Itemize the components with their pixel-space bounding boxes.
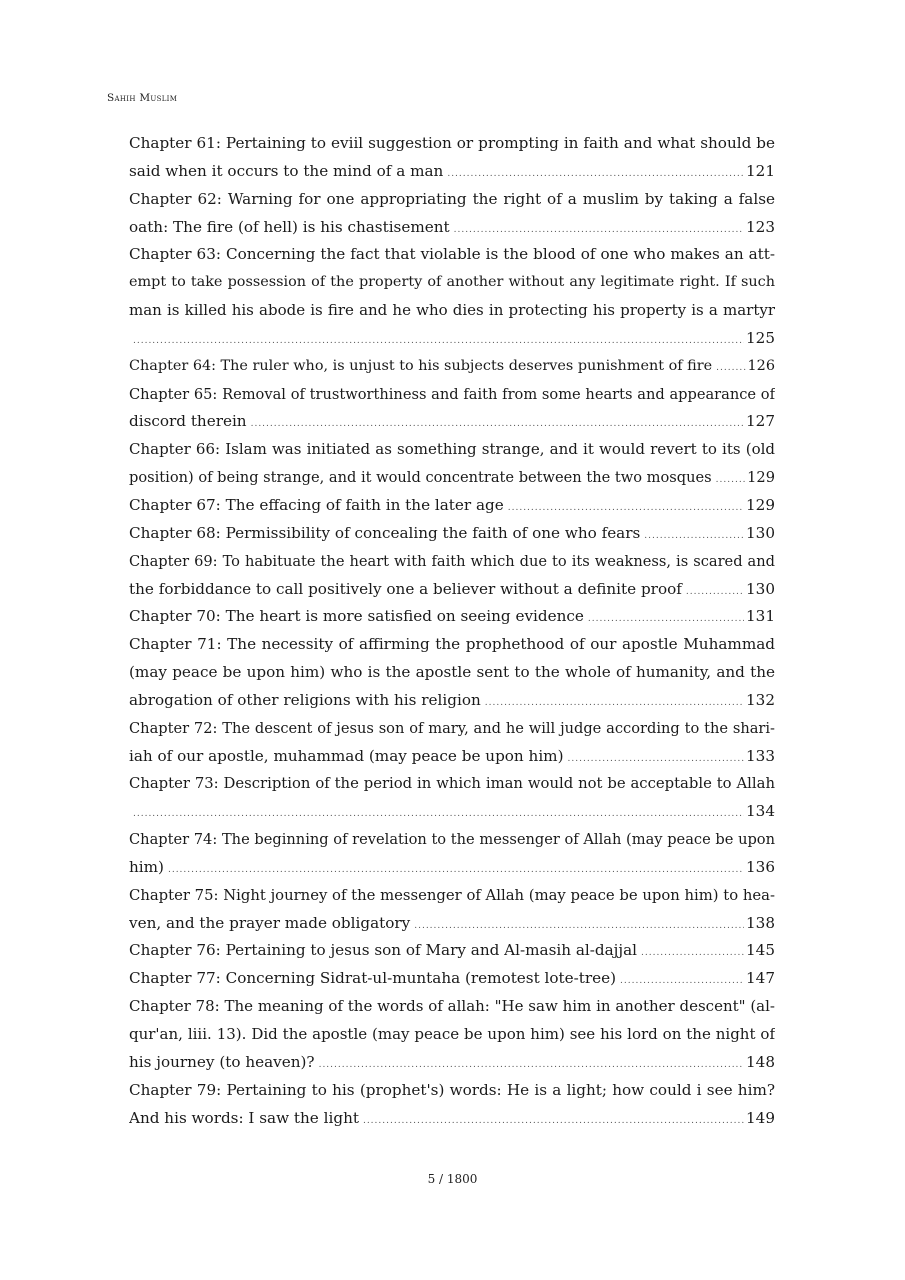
toc-line xyxy=(129,214,775,242)
toc-line xyxy=(129,743,775,771)
toc-page-number: 138 xyxy=(746,913,775,932)
dot-leader xyxy=(133,328,744,353)
dot-leader xyxy=(508,495,744,520)
toc-line xyxy=(129,854,775,882)
toc-page-number: 121 xyxy=(746,161,775,180)
dot-leader xyxy=(251,411,744,436)
toc-line xyxy=(129,631,775,659)
toc-line xyxy=(129,548,775,576)
toc-page-number: 127 xyxy=(746,412,775,431)
toc-page-number: 129 xyxy=(746,495,775,514)
toc-line xyxy=(129,603,775,631)
toc-line xyxy=(129,436,775,464)
toc-line xyxy=(129,659,775,687)
toc-line-text: Chapter 76: Pertaining to jesus son of Mary and Al-masih al-dajjal xyxy=(129,941,637,960)
toc-line-text: Chapter 69: To habituate the heart with faith which due to its weakness, is scared and xyxy=(129,552,775,570)
toc-line-text: the forbiddance to call positively one a believer without a definite proof xyxy=(129,579,682,598)
toc-page-number: 133 xyxy=(746,746,775,765)
toc-line-text: Chapter 77: Concerning Sidrat-ul-muntaha (remotest lote-tree) xyxy=(129,969,617,988)
toc-line xyxy=(129,576,775,604)
dot-leader xyxy=(447,161,744,186)
running-header: Sahih Muslim xyxy=(107,92,178,104)
toc-line-text: Chapter 61: Pertaining to eviil suggestion or prompting in faith and what should be xyxy=(129,134,775,152)
dot-leader xyxy=(485,690,744,715)
toc-line-text: Chapter 74: The beginning of revelation to the messenger of Allah (may peace be upon xyxy=(129,831,775,849)
dot-leader xyxy=(686,579,744,604)
dot-leader xyxy=(568,746,744,771)
table-of-contents xyxy=(129,130,775,1132)
toc-line-text: Chapter 64: The ruler who, is unjust to his subjects deserves punishment of fire xyxy=(129,357,713,374)
toc-line-text: Chapter 73: Description of the period in which iman would not be acceptable to Allah xyxy=(129,775,775,793)
toc-line xyxy=(129,993,775,1021)
toc-line-text: (may peace be upon him) who is the apostle sent to the whole of humanity, and the xyxy=(129,663,775,682)
dot-leader xyxy=(716,355,745,381)
toc-line-text: qur'an, liii. 13). Did the apostle (may peace be upon him) see his lord on the night of xyxy=(129,1025,775,1043)
dot-leader xyxy=(716,467,745,492)
toc-page-number: 149 xyxy=(746,1108,775,1127)
toc-line-text: Chapter 75: Night journey of the messenger of Allah (may peace be upon him) to hea- xyxy=(129,886,775,904)
toc-line-text: his journey (to heaven)? xyxy=(129,1052,315,1071)
dot-leader xyxy=(319,1052,744,1077)
toc-line-text: position) of being strange, and it would concentrate between the two mosques xyxy=(129,469,712,487)
toc-line-text: him) xyxy=(129,857,164,876)
toc-line-text: abrogation of other religions with his religion xyxy=(129,690,481,709)
toc-line xyxy=(129,297,775,325)
toc-line xyxy=(129,882,775,910)
toc-line-text: ven, and the prayer made obligatory xyxy=(129,913,411,932)
toc-line xyxy=(129,464,775,492)
toc-line xyxy=(129,241,775,269)
toc-line-text: And his words: I saw the light xyxy=(129,1108,359,1127)
toc-line-text: oath: The fire (of hell) is his chastisement xyxy=(129,217,450,236)
toc-page-number: 134 xyxy=(746,802,775,821)
toc-page-number: 125 xyxy=(746,328,775,347)
dot-leader xyxy=(414,913,744,938)
toc-line xyxy=(129,353,775,381)
toc-line xyxy=(129,186,775,214)
toc-page-number: 147 xyxy=(746,969,775,988)
toc-page-number: 129 xyxy=(747,469,775,487)
dot-leader xyxy=(363,1108,744,1133)
toc-line-text: discord therein xyxy=(129,412,247,431)
page-number: 5 / 1800 xyxy=(427,1172,478,1186)
toc-line xyxy=(129,269,775,297)
dot-leader xyxy=(588,606,744,631)
toc-line xyxy=(129,520,775,548)
toc-line xyxy=(129,937,775,965)
toc-page-number: 136 xyxy=(746,857,775,876)
toc-page-number: 132 xyxy=(746,690,775,709)
toc-line-text: Chapter 68: Permissibility of concealing the faith of one who fears xyxy=(129,523,641,542)
toc-line-text: said when it occurs to the mind of a man xyxy=(129,161,444,180)
toc-line-text: iah of our apostle, muhammad (may peace be upon him) xyxy=(129,746,564,765)
toc-line-text: Chapter 66: Islam was initiated as something strange, and it would revert to its (old xyxy=(129,440,775,459)
toc-page-number: 126 xyxy=(747,357,775,374)
toc-line-text: empt to take possession of the property of another without any legitimate right. If such xyxy=(129,274,775,291)
dot-leader xyxy=(454,217,744,242)
toc-line xyxy=(129,687,775,715)
toc-line-text: Chapter 72: The descent of jesus son of mary, and he will judge according to the shari- xyxy=(129,719,775,737)
toc-line xyxy=(129,770,775,798)
toc-line xyxy=(129,492,775,520)
toc-page-number: 130 xyxy=(746,523,775,542)
dot-leader xyxy=(168,857,744,882)
toc-line xyxy=(129,325,775,353)
toc-line xyxy=(129,1077,775,1105)
toc-line xyxy=(129,826,775,854)
toc-line xyxy=(129,130,775,158)
toc-line-text: Chapter 67: The effacing of faith in the later age xyxy=(129,495,504,514)
toc-line xyxy=(129,965,775,993)
dot-leader xyxy=(620,968,744,993)
toc-line xyxy=(129,408,775,436)
toc-page-number: 145 xyxy=(746,941,775,960)
toc-line-text: Chapter 65: Removal of trustworthiness and faith from some hearts and appearance of xyxy=(129,385,775,403)
toc-line-text: Chapter 71: The necessity of affirming the prophethood of our apostle Muhammad xyxy=(129,635,775,654)
toc-line xyxy=(129,1049,775,1077)
toc-line xyxy=(129,1105,775,1133)
toc-line xyxy=(129,715,775,743)
toc-line-text: Chapter 63: Concerning the fact that violable is the blood of one who makes an att- xyxy=(129,245,775,264)
toc-page-number: 131 xyxy=(746,607,775,626)
toc-line-text: Chapter 62: Warning for one appropriating the right of a muslim by taking a false xyxy=(129,189,775,208)
toc-line xyxy=(129,798,775,826)
toc-page-number: 130 xyxy=(746,579,775,598)
toc-line xyxy=(129,158,775,186)
toc-line-text: man is killed his abode is fire and he who dies in protecting his property is a martyr xyxy=(129,301,775,320)
toc-line-text: Chapter 70: The heart is more satisfied on seeing evidence xyxy=(129,607,584,626)
toc-line xyxy=(129,381,775,409)
toc-line-text: Chapter 78: The meaning of the words of allah: "He saw him in another descent" (al- xyxy=(129,997,775,1016)
dot-leader xyxy=(133,801,744,826)
toc-line-text: Chapter 79: Pertaining to his (prophet's) words: He is a light; how could i see him? xyxy=(129,1080,775,1099)
toc-line xyxy=(129,910,775,938)
dot-leader xyxy=(641,940,744,965)
toc-page-number: 148 xyxy=(746,1052,775,1071)
toc-line xyxy=(129,1021,775,1049)
toc-page-number: 123 xyxy=(746,217,775,236)
dot-leader xyxy=(644,523,744,548)
